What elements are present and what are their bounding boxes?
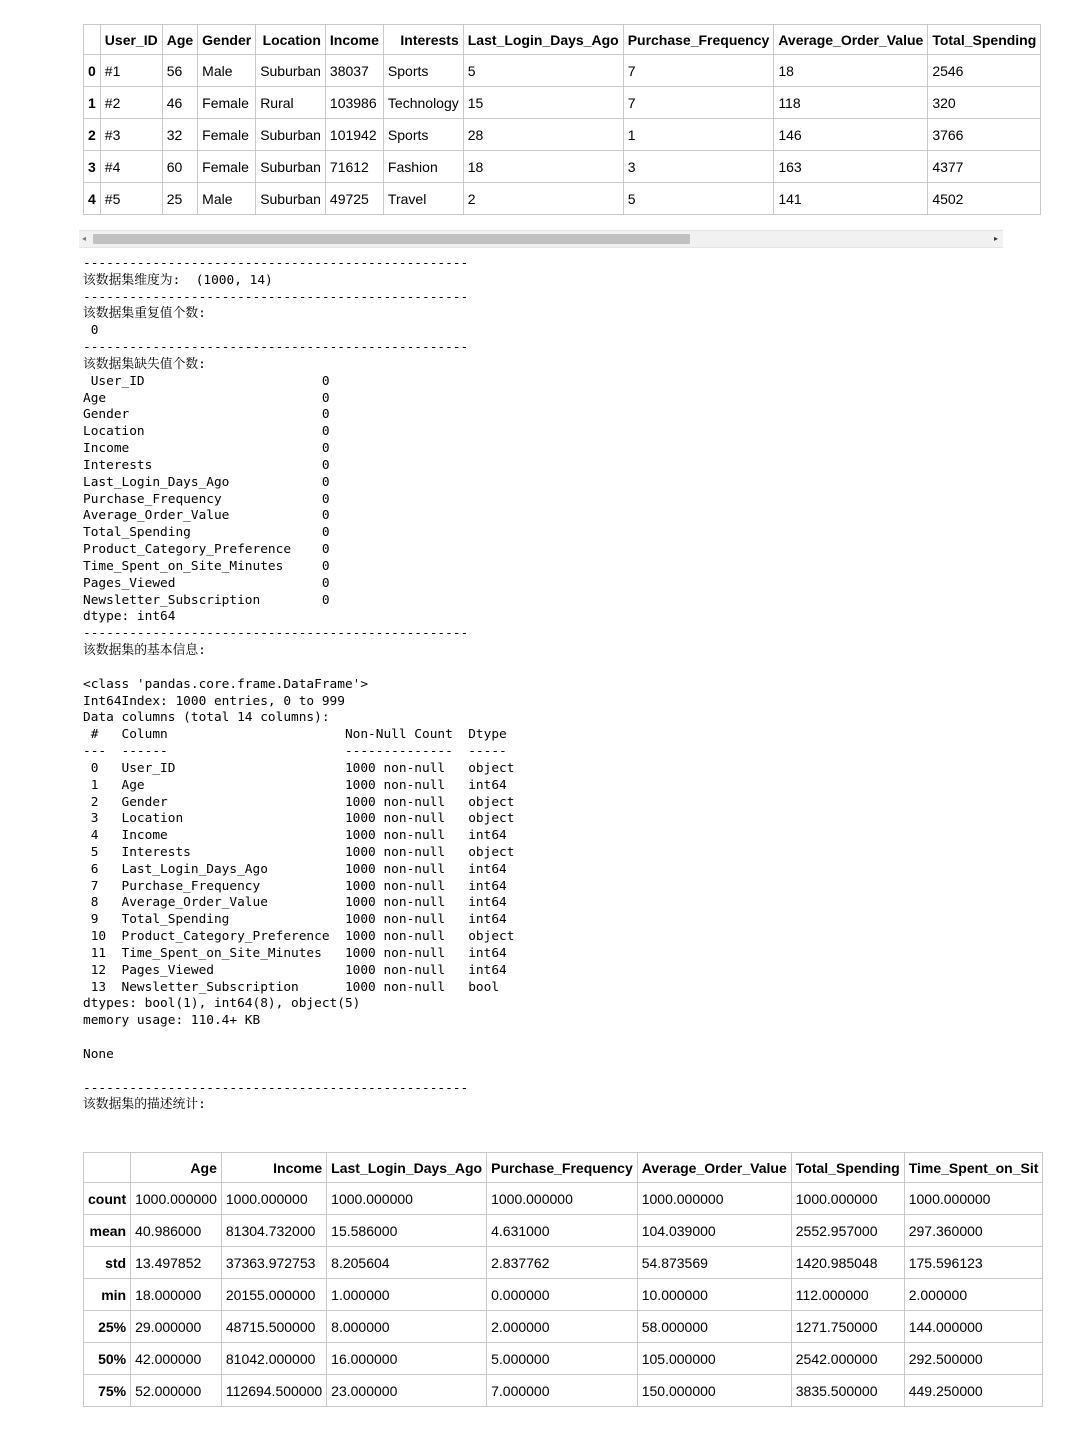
output-line: 13 Newsletter_Subscription 1000 non-null bool	[83, 979, 515, 995]
table-cell: 2.000000	[904, 1279, 1043, 1311]
table-cell: 71612	[325, 151, 383, 183]
table-cell: 18	[463, 151, 623, 183]
table-cell: 2.837762	[487, 1247, 638, 1279]
output-line: 8 Average_Order_Value 1000 non-null int64	[83, 895, 515, 911]
table-cell: 2.000000	[487, 1311, 638, 1343]
table-cell: 146	[774, 119, 928, 151]
table-cell: 175.596123	[904, 1247, 1043, 1279]
column-header: Purchase_Frequency	[487, 1153, 638, 1183]
row-index: count	[84, 1183, 131, 1215]
table-row	[84, 1247, 1043, 1279]
table-header-row	[84, 1153, 1043, 1183]
table-cell: 2552.957000	[791, 1215, 904, 1247]
output-line: 1 Age 1000 non-null int64	[83, 777, 515, 793]
column-header: Last_Login_Days_Ago	[327, 1153, 487, 1183]
column-header: Total_Spending	[791, 1153, 904, 1183]
output-line: Age 0	[83, 390, 330, 406]
table-row	[84, 1183, 1043, 1215]
column-header: Purchase_Frequency	[623, 25, 774, 55]
output-line: 6 Last_Login_Days_Ago 1000 non-null int64	[83, 861, 515, 877]
column-header: Interests	[383, 25, 463, 55]
table-cell: 46	[162, 87, 197, 119]
output-line: 3 Location 1000 non-null object	[83, 811, 515, 827]
output-line: 11 Time_Spent_on_Site_Minutes 1000 non-null int64	[83, 945, 515, 961]
table-cell: 18	[774, 55, 928, 87]
table-cell: 52.000000	[131, 1375, 222, 1407]
table-cell: 1000.000000	[221, 1183, 326, 1215]
column-header: User_ID	[100, 25, 162, 55]
table-cell: #1	[100, 55, 162, 87]
scrollbar-thumb[interactable]	[93, 234, 690, 244]
column-header: Time_Spent_on_Sit	[904, 1153, 1043, 1183]
column-header: Age	[131, 1153, 222, 1183]
table-cell: 118	[774, 87, 928, 119]
output-line: 10 Product_Category_Preference 1000 non-null object	[83, 929, 515, 945]
table-cell: 37363.972753	[221, 1247, 326, 1279]
output-line: Interests 0	[83, 457, 330, 473]
table-cell: 60	[162, 151, 197, 183]
table-cell: 4502	[928, 183, 1041, 215]
table-cell: 150.000000	[637, 1375, 791, 1407]
table-cell: 7	[623, 87, 774, 119]
output-line: Pages_Viewed 0	[83, 575, 330, 591]
row-index: min	[84, 1279, 131, 1311]
table-cell: 7.000000	[487, 1375, 638, 1407]
column-header: Income	[221, 1153, 326, 1183]
table-cell: 13.497852	[131, 1247, 222, 1279]
output-line: --- ------ -------------- -----	[83, 744, 515, 760]
table-cell: 1	[623, 119, 774, 151]
table-cell: 5	[463, 55, 623, 87]
scroll-left-arrow-icon[interactable]: ◂	[82, 234, 87, 243]
cell-text-output	[83, 256, 783, 1114]
row-index: std	[84, 1247, 131, 1279]
output-line: 4 Income 1000 non-null int64	[83, 828, 515, 844]
table-cell: 1420.985048	[791, 1247, 904, 1279]
table-cell: 15	[463, 87, 623, 119]
column-header	[84, 1153, 131, 1183]
output-line	[83, 660, 783, 677]
table-row	[84, 1343, 1043, 1375]
table-cell: 1000.000000	[904, 1183, 1043, 1215]
table-cell: 112694.500000	[221, 1375, 326, 1407]
table-cell: Male	[198, 183, 256, 215]
table-cell: #2	[100, 87, 162, 119]
table-cell: 54.873569	[637, 1247, 791, 1279]
table-cell: 2546	[928, 55, 1041, 87]
table-cell: Suburban	[256, 55, 326, 87]
row-index: 0	[84, 55, 101, 87]
table-cell: Female	[198, 119, 256, 151]
table-cell: 8.000000	[327, 1311, 487, 1343]
output-line: Gender 0	[83, 407, 330, 423]
output-line: Int64Index: 1000 entries, 0 to 999	[83, 693, 345, 709]
output-line: dtype: int64	[83, 609, 176, 625]
scroll-right-arrow-icon[interactable]: ▸	[993, 234, 998, 243]
row-index: 75%	[84, 1375, 131, 1407]
output-line: Income 0	[83, 441, 330, 457]
table-row	[84, 87, 1041, 119]
table-cell: 38037	[325, 55, 383, 87]
table-row	[84, 183, 1041, 215]
table-cell: 1000.000000	[131, 1183, 222, 1215]
table-cell: 1000.000000	[327, 1183, 487, 1215]
describe-table-container[interactable]	[83, 1152, 1039, 1418]
table-cell: 58.000000	[637, 1311, 791, 1343]
table-cell: 29.000000	[131, 1311, 222, 1343]
table-cell: 25	[162, 183, 197, 215]
table-cell: #4	[100, 151, 162, 183]
table-cell: #5	[100, 183, 162, 215]
table-row	[84, 1215, 1043, 1247]
table-row	[84, 1375, 1043, 1407]
column-header: Gender	[198, 25, 256, 55]
table-cell: 144.000000	[904, 1311, 1043, 1343]
output-line: # Column Non-Null Count Dtype	[83, 727, 515, 743]
table-cell: 4377	[928, 151, 1041, 183]
output-line: Time_Spent_on_Site_Minutes 0	[83, 558, 330, 574]
table-cell: Sports	[383, 119, 463, 151]
table-cell: 81042.000000	[221, 1343, 326, 1375]
table-cell: 56	[162, 55, 197, 87]
table-cell: 1000.000000	[637, 1183, 791, 1215]
table-cell: Suburban	[256, 183, 326, 215]
table-cell: Male	[198, 55, 256, 87]
row-index: mean	[84, 1215, 131, 1247]
table-cell: Technology	[383, 87, 463, 119]
table-cell: 40.986000	[131, 1215, 222, 1247]
table-cell: 0.000000	[487, 1279, 638, 1311]
table-cell: Fashion	[383, 151, 463, 183]
table-cell: 141	[774, 183, 928, 215]
row-index: 2	[84, 119, 101, 151]
output-line: 该数据集缺失值个数:	[83, 356, 206, 372]
table-cell: 15.586000	[327, 1215, 487, 1247]
table-cell: Sports	[383, 55, 463, 87]
output-line: 0 User_ID 1000 non-null object	[83, 760, 515, 776]
output-line: Data columns (total 14 columns):	[83, 710, 330, 726]
table-cell: 105.000000	[637, 1343, 791, 1375]
output-line: Product_Category_Preference 0	[83, 542, 330, 558]
table-cell: 104.039000	[637, 1215, 791, 1247]
table-cell: 42.000000	[131, 1343, 222, 1375]
row-index: 3	[84, 151, 101, 183]
table-cell: 8.205604	[327, 1247, 487, 1279]
horizontal-scrollbar[interactable]	[79, 230, 1003, 248]
table-cell: 163	[774, 151, 928, 183]
table-cell: 5.000000	[487, 1343, 638, 1375]
dataframe-preview-table	[83, 24, 1041, 215]
table-cell: 449.250000	[904, 1375, 1043, 1407]
table-cell: 297.360000	[904, 1215, 1043, 1247]
output-line: 该数据集的基本信息:	[83, 643, 206, 659]
table-cell: 1.000000	[327, 1279, 487, 1311]
column-header: Age	[162, 25, 197, 55]
row-index: 1	[84, 87, 101, 119]
table-cell: 23.000000	[327, 1375, 487, 1407]
table-cell: 4.631000	[487, 1215, 638, 1247]
table-cell: 3	[623, 151, 774, 183]
table-cell: 2	[463, 183, 623, 215]
output-line: 该数据集的描述统计:	[83, 1097, 206, 1113]
output-line: --------------------------------------------------	[83, 626, 469, 642]
output-line: 该数据集重复值个数:	[83, 306, 206, 322]
output-line: 9 Total_Spending 1000 non-null int64	[83, 912, 515, 928]
table-cell: 292.500000	[904, 1343, 1043, 1375]
table-cell: 32	[162, 119, 197, 151]
output-line: --------------------------------------------------	[83, 340, 469, 356]
output-line: <class 'pandas.core.frame.DataFrame'>	[83, 676, 369, 692]
table-row	[84, 1279, 1043, 1311]
table-cell: 20155.000000	[221, 1279, 326, 1311]
table-cell: 10.000000	[637, 1279, 791, 1311]
output-line: Location 0	[83, 424, 330, 440]
describe-statistics-table	[83, 1152, 1043, 1407]
table-cell: Female	[198, 151, 256, 183]
table-cell: 3835.500000	[791, 1375, 904, 1407]
table-cell: Suburban	[256, 119, 326, 151]
table-row	[84, 151, 1041, 183]
output-line: 0	[83, 323, 99, 339]
table-cell: 1271.750000	[791, 1311, 904, 1343]
output-line: Purchase_Frequency 0	[83, 491, 330, 507]
table-cell: 112.000000	[791, 1279, 904, 1311]
table-cell: Rural	[256, 87, 326, 119]
table-cell: 101942	[325, 119, 383, 151]
output-line: dtypes: bool(1), int64(8), object(5)	[83, 996, 361, 1012]
table-cell: 2542.000000	[791, 1343, 904, 1375]
table-cell: Travel	[383, 183, 463, 215]
table-header-row	[84, 25, 1041, 55]
output-line: None	[83, 1046, 114, 1062]
table-cell: 103986	[325, 87, 383, 119]
output-line	[83, 1064, 783, 1081]
dataframe-preview-container[interactable]	[83, 24, 1037, 222]
output-line: --------------------------------------------------	[83, 1080, 469, 1096]
row-index: 4	[84, 183, 101, 215]
table-cell: 49725	[325, 183, 383, 215]
row-index: 50%	[84, 1343, 131, 1375]
column-header: Average_Order_Value	[637, 1153, 791, 1183]
column-header	[84, 25, 101, 55]
table-cell: Female	[198, 87, 256, 119]
table-cell: 16.000000	[327, 1343, 487, 1375]
output-line: 2 Gender 1000 non-null object	[83, 794, 515, 810]
table-row	[84, 1311, 1043, 1343]
output-line: Newsletter_Subscription 0	[83, 592, 330, 608]
table-cell: Suburban	[256, 151, 326, 183]
output-line: User_ID 0	[83, 373, 330, 389]
table-cell: 7	[623, 55, 774, 87]
output-line: memory usage: 110.4+ KB	[83, 1013, 261, 1029]
row-index: 25%	[84, 1311, 131, 1343]
output-line: --------------------------------------------------	[83, 256, 469, 271]
table-cell: 48715.500000	[221, 1311, 326, 1343]
output-line: Last_Login_Days_Ago 0	[83, 474, 330, 490]
output-line: 5 Interests 1000 non-null object	[83, 844, 515, 860]
output-line: Average_Order_Value 0	[83, 508, 330, 524]
output-line: 该数据集维度为: (1000, 14)	[83, 272, 273, 288]
column-header: Location	[256, 25, 326, 55]
table-row	[84, 119, 1041, 151]
column-header: Total_Spending	[928, 25, 1041, 55]
output-line: 7 Purchase_Frequency 1000 non-null int64	[83, 878, 515, 894]
table-cell: #3	[100, 119, 162, 151]
table-row	[84, 55, 1041, 87]
column-header: Average_Order_Value	[774, 25, 928, 55]
table-cell: 3766	[928, 119, 1041, 151]
output-line: Total_Spending 0	[83, 525, 330, 541]
output-line: --------------------------------------------------	[83, 289, 469, 305]
table-cell: 18.000000	[131, 1279, 222, 1311]
output-line	[83, 1030, 783, 1047]
table-cell: 28	[463, 119, 623, 151]
column-header: Last_Login_Days_Ago	[463, 25, 623, 55]
table-cell: 81304.732000	[221, 1215, 326, 1247]
table-cell: 320	[928, 87, 1041, 119]
table-cell: 1000.000000	[791, 1183, 904, 1215]
table-cell: 5	[623, 183, 774, 215]
column-header: Income	[325, 25, 383, 55]
table-cell: 1000.000000	[487, 1183, 638, 1215]
output-line: 12 Pages_Viewed 1000 non-null int64	[83, 962, 515, 978]
